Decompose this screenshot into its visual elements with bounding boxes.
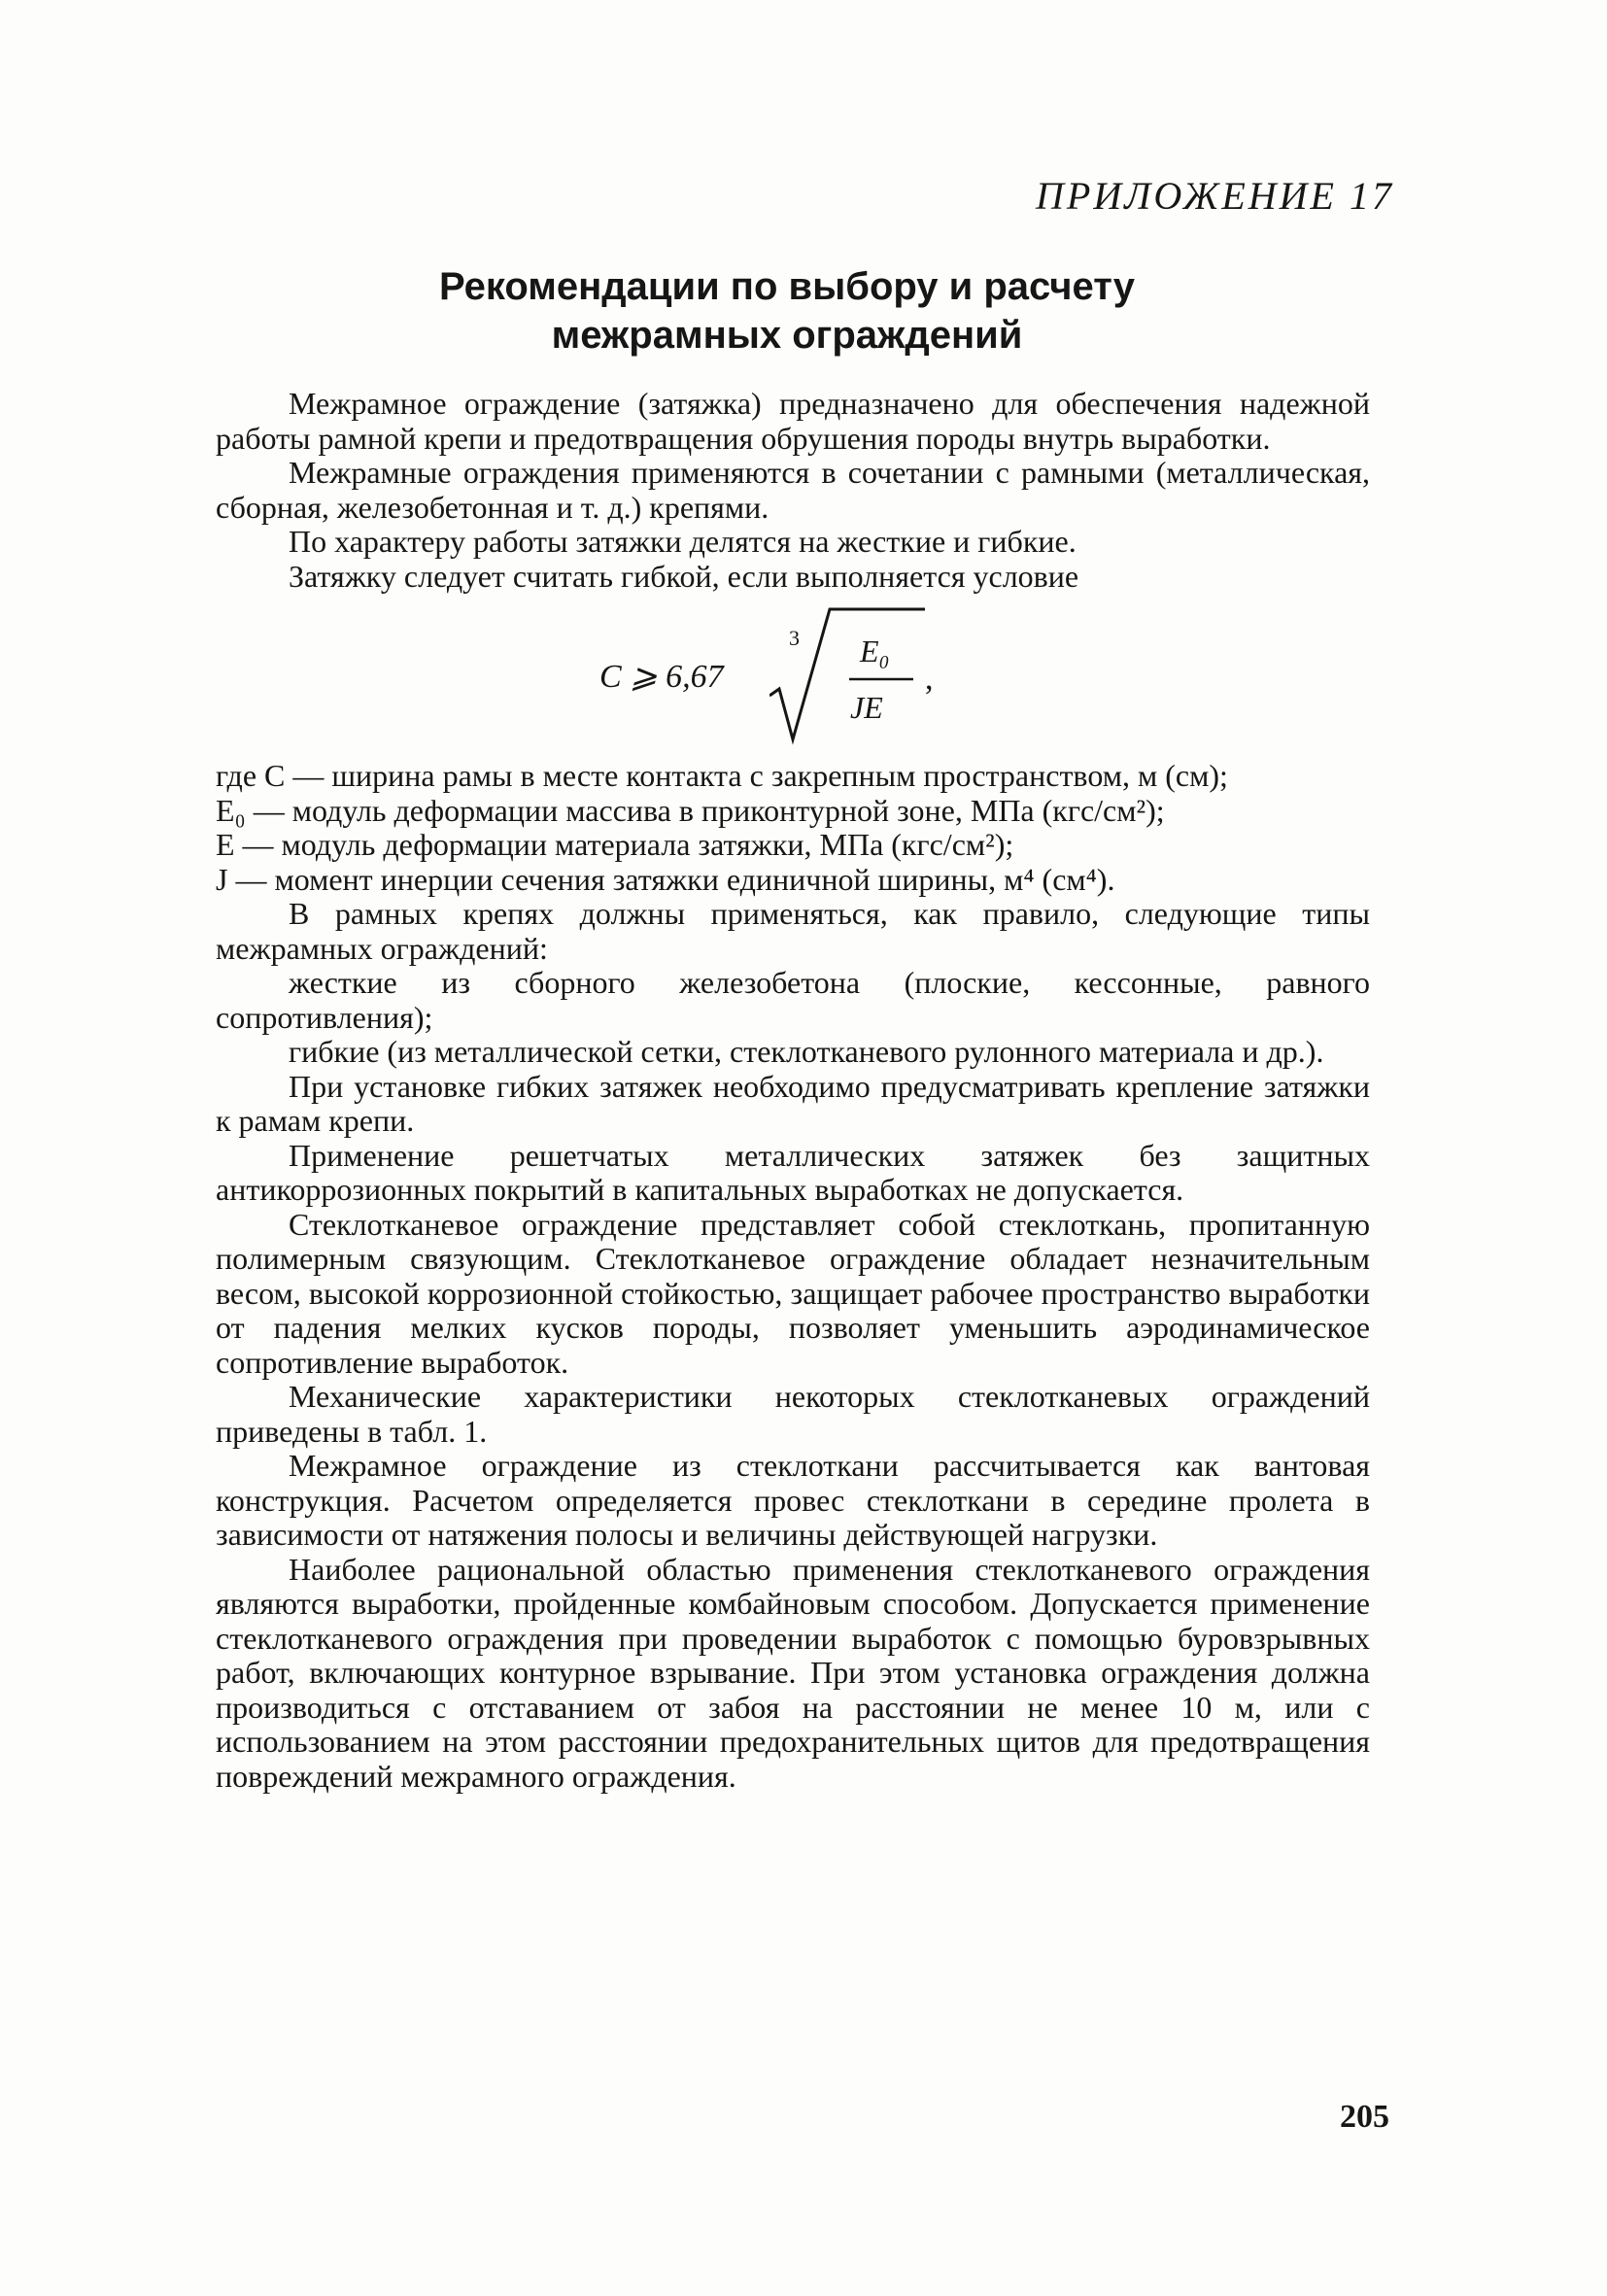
paragraph: Межрамные ограждения применяются в сочетании с рамными (металлическая, сборная, железобетонная и т. д.) крепями. [216,455,1370,525]
formula-comma: , [925,661,934,697]
paragraph: гибкие (из металлической сетки, стеклотканевого рулонного материала и др.). [289,1034,1324,1069]
definition: где C — ширина рамы в месте контакта с закрепным пространством, м (см); [216,758,1228,793]
definition: E₀ — модуль деформации массива в приконтурной зоне, МПа (кгс/см²); [216,792,1165,828]
definition: J — момент инерции сечения затяжки единичной ширины, м⁴ (см⁴). [216,861,1115,897]
page-number: 205 [1340,2099,1389,2135]
root-index: 3 [789,626,800,650]
paragraph: Межрамное ограждение (затяжка) предназначено для обеспечения надежной работы рамной крепи и предотвращения обрушения породы внутрь выработки. [216,386,1370,456]
paragraph: Затяжку следует считать гибкой, если выполняется условие [289,558,1079,594]
body-text [216,387,1370,1794]
paragraph: Межрамное ограждение из стеклоткани рассчитывается как вантовая конструкция. Расчетом определяется провес стеклоткани в середине пролета в зависимости от натяжения полосы и величины действующей нагрузки. [216,1448,1370,1552]
appendix-label: ПРИЛОЖЕНИЕ 17 [1036,174,1394,218]
paragraph: По характеру работы затяжки делятся на жесткие и гибкие. [289,524,1077,559]
definition: E — модуль деформации материала затяжки, МПа (кгс/см²); [216,827,1014,862]
paragraph: Наиболее рациональной областью применения стеклотканевого ограждения являются выработки, пройденные комбайновым способом. Допускается применение стеклотканевого ограждения при проведении выработок с помощью буровзрывных работ, включающих контурное взрывание. При этом установка ограждения должна производиться с отставанием от забоя на расстоянии не менее 10 м, или с использованием на этом расстоянии предохранительных щитов для предотвращения повреждений межрамного ограждения. [216,1551,1370,1794]
formula-lhs: C ⩾ 6,67 [599,659,724,695]
paragraph: При установке гибких затяжек необходимо предусматривать крепление затяжки к рамам крепи. [216,1068,1370,1138]
paragraph: жесткие из сборного железобетона (плоские, кессонные, равного сопротивления); [216,965,1370,1035]
paragraph: Применение решетчатых металлических затяжек без защитных антикоррозионных покрытий в капитальных выработках не допускается. [216,1137,1370,1207]
paragraph: Стеклотканевое ограждение представляет собой стеклоткань, пропитанную полимерным связующим. Стеклотканевое ограждение обладает незначительным весом, высокой коррозионной стойкостью, защищает рабочее пространство выработки от падения мелких кусков породы, позволяет уменьшить аэродинамическое сопротивление выработок. [216,1206,1370,1380]
paragraph: В рамных крепях должны применяться, как правило, следующие типы межрамных ограждений: [216,896,1370,966]
formula-numerator: E₀ [860,634,890,668]
paragraph: Механические характеристики некоторых стеклотканевых ограждений приведены в табл. 1. [216,1379,1370,1449]
title-line-1: Рекомендации по выбору и расчету [438,265,1136,308]
page-title [243,262,1331,360]
formula-denominator: JE [850,690,883,725]
formula [216,594,1370,759]
title-line-2: межрамных ограждений [551,314,1023,357]
